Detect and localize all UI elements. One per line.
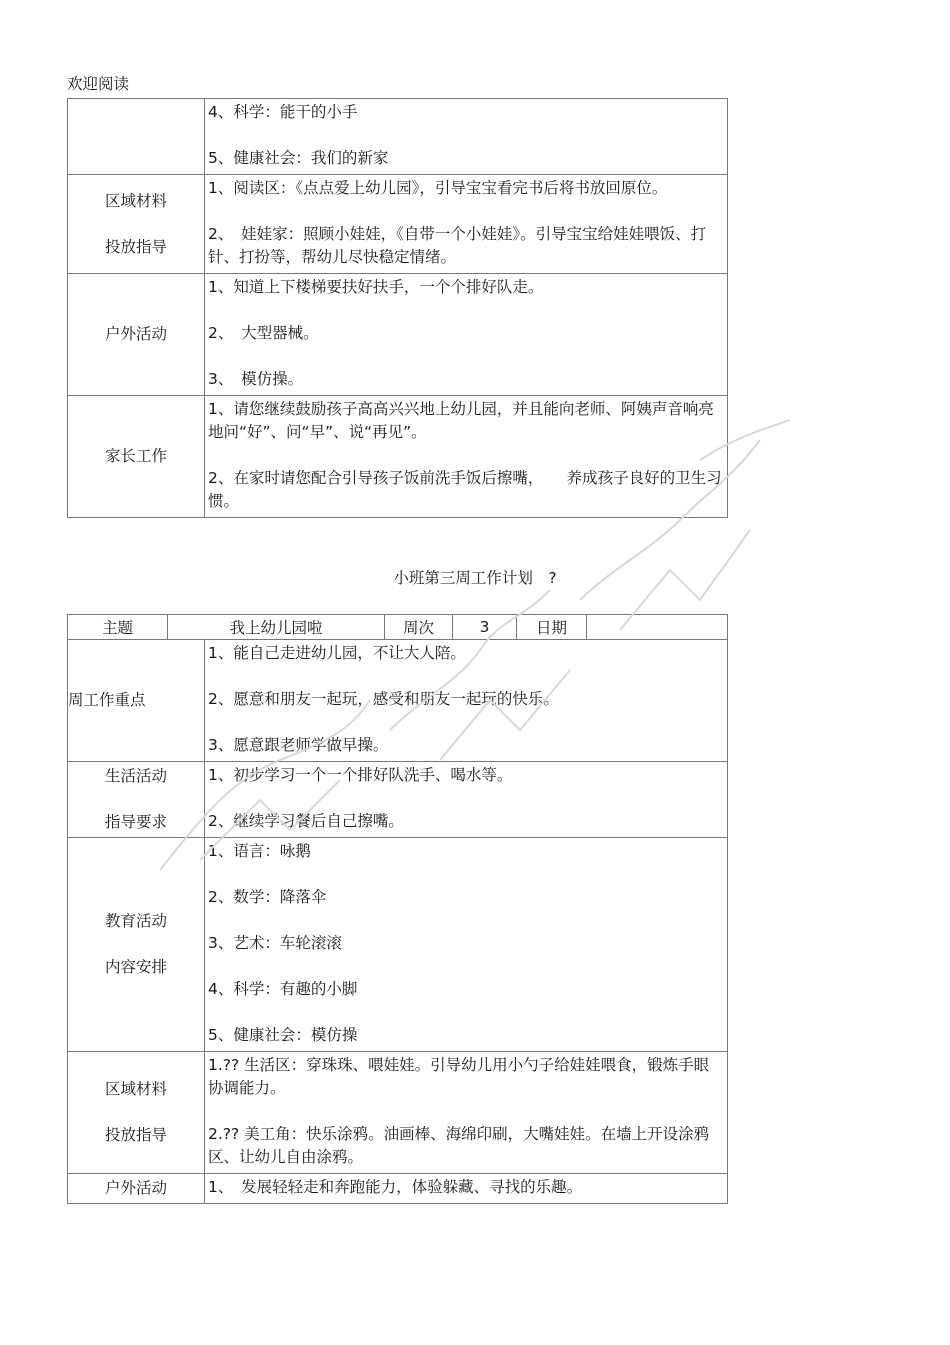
content-line: 2、在家时请您配合引导孩子饭前洗手饭后擦嘴， 养成孩子良好的卫生习惯。 [208,469,722,510]
row-label [68,838,205,1052]
table-row [68,175,728,274]
plan-table-continued [67,98,728,518]
content-line: 1、知道上下楼梯要扶好扶手，一个个排好队走。 [208,278,544,296]
row-label [68,175,205,274]
page-header: 欢迎阅读 [67,75,130,93]
content-line: 3、艺术：车轮滚滚 [208,934,342,952]
row-label [68,274,205,396]
date-label: 日期 [517,615,587,640]
row-content [205,99,728,175]
table-row [68,1174,728,1204]
row-content [205,838,728,1052]
content-line: 2、 大型器械。 [208,324,319,342]
row-label [68,640,205,762]
row-content [205,640,728,762]
content-line: 3、 模仿操。 [208,370,304,388]
row-label [68,396,205,518]
table-row [68,99,728,175]
row-label-line: 教育活动 [104,912,167,930]
content-line: 2、继续学习餐后自己擦嘴。 [208,812,404,830]
row-label-line: 内容安排 [104,958,167,976]
content-line: 1、请您继续鼓励孩子高高兴兴地上幼儿园，并且能向老师、阿姨声音响亮地问“好”、问“早”、说“再见”。 [208,400,714,441]
content-line: 4、科学：有趣的小脚 [208,980,358,998]
row-content [205,762,728,838]
row-label-line: 区域材料 [104,1080,167,1098]
table-header-row [68,615,728,640]
row-content [205,1052,728,1174]
date-value [587,615,728,640]
content-line: 4、科学：能干的小手 [208,103,358,121]
table-row [68,838,728,1052]
theme-value: 我上幼儿园啦 [168,615,385,640]
row-label [68,99,205,175]
row-content [205,274,728,396]
row-content [205,1174,728,1204]
table-row [68,1052,728,1174]
row-label [68,1052,205,1174]
row-label-line: 指导要求 [104,813,167,831]
row-label [68,1174,205,1204]
table-row [68,762,728,838]
table-row [68,396,728,518]
row-label [68,762,205,838]
content-line: 2、 娃娃家：照顾小娃娃，《自带一个小娃娃》。引导宝宝给娃娃喂饭、打针、打扮等，帮幼儿尽快稳定情绪。 [208,225,707,266]
row-label-line: 周工作重点 [68,691,146,709]
content-line: 2、愿意和朋友一起玩，感受和朋友一起玩的快乐。 [208,690,559,708]
theme-label: 主题 [68,615,168,640]
content-line: 2.?? 美工角：快乐涂鸦。油画棒、海绵印刷，大嘴娃娃。在墙上开设涂鸦区、让幼儿自由涂鸦。 [208,1125,710,1166]
content-line: 5、健康社会：模仿操 [208,1026,358,1044]
content-line: 1.?? 生活区：穿珠珠、喂娃娃。引导幼儿用小勺子给娃娃喂食，锻炼手眼协调能力。 [208,1056,710,1097]
content-line: 1、语言：咏鹅 [208,842,311,860]
content-line: 1、初步学习一个一个排好队洗手、喝水等。 [208,766,513,784]
content-line: 1、 发展轻轻走和奔跑能力，体验躲藏、寻找的乐趣。 [208,1178,583,1196]
row-content [205,396,728,518]
plan-title: 小班第三周工作计划 ? [393,569,557,587]
row-label-line: 投放指导 [104,1126,167,1144]
table-row [68,274,728,396]
row-label-line: 投放指导 [104,237,167,256]
content-line: 3、愿意跟老师学做早操。 [208,736,389,754]
week-value: 3 [453,615,517,640]
row-label-line: 生活活动 [104,767,167,785]
content-line: 1、能自己走进幼儿园，不让大人陪。 [208,644,466,662]
content-line: 5、健康社会：我们的新家 [208,149,389,167]
row-label-line: 户外活动 [104,325,167,343]
content-line: 2、数学：降落伞 [208,888,327,906]
row-label-line: 区域材料 [104,191,167,210]
week3-plan-table [67,614,728,1204]
week-label: 周次 [385,615,453,640]
row-content [205,175,728,274]
row-label-line: 户外活动 [104,1179,167,1197]
table-row [68,640,728,762]
row-label-line: 家长工作 [104,447,167,465]
content-line: 1、阅读区：《点点爱上幼儿园》，引导宝宝看完书后将书放回原位。 [208,179,668,197]
